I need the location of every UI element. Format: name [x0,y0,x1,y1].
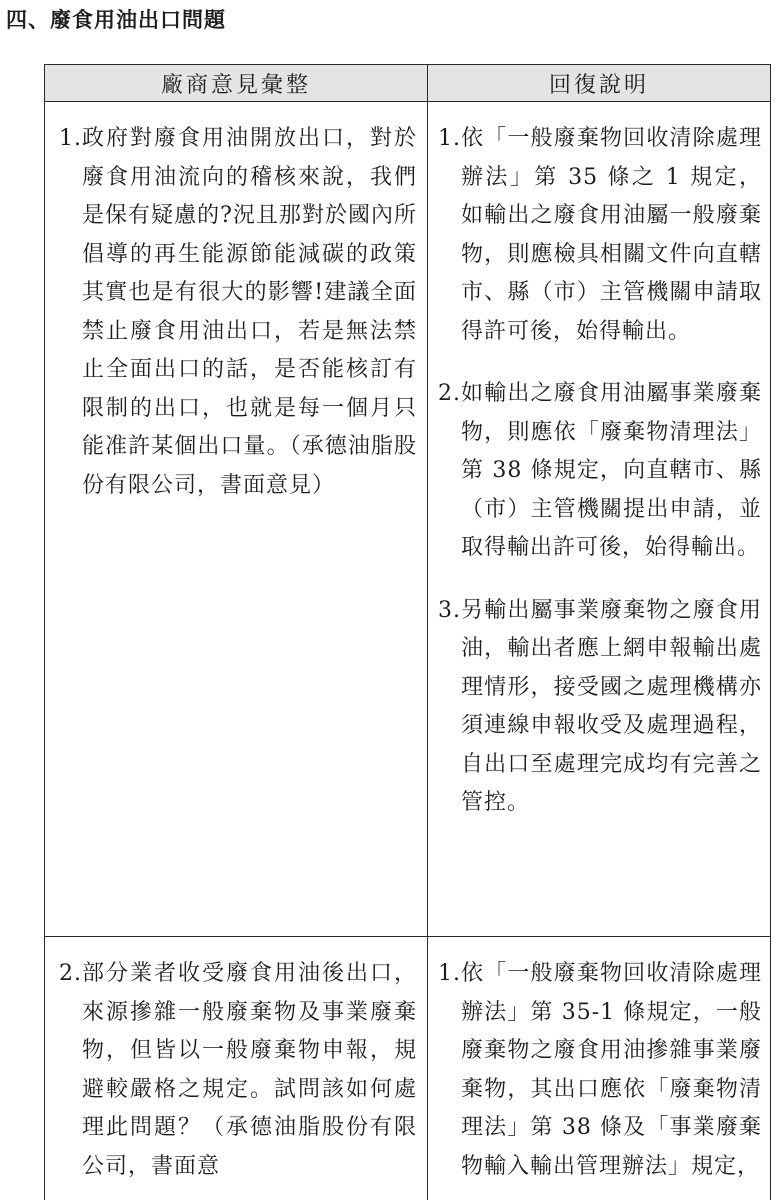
section-title: 四、廢食用油出口問題 [6,8,226,32]
reply-item [438,955,762,1186]
header-opinions: 廠商意見彙整 [45,65,428,102]
item-text: 如輸出之廢食用油屬事業廢棄物，則應依「廢棄物清理法」第 38 條規定，向直轄市、縣（市）主管機關提出申請，並取得輸出許可後，始得輸出。 [461,381,762,560]
reply-item [438,375,762,568]
item-text: 部分業者收受廢食用油後出口，來源摻雜一般廢棄物及事業廢棄物，但皆以一般廢棄物申報，規避較嚴格之規定。試問該如何處理此問題？（承德油脂股份有限公司，書面意 [82,961,417,1179]
item-number: 2. [438,381,461,406]
reply-cell [428,937,771,1200]
table-row [45,937,771,1200]
opinion-reply-table [44,64,771,1200]
header-replies: 回復說明 [428,65,771,102]
reply-item [438,120,762,351]
opinion-cell [45,102,428,937]
item-text: 政府對廢食用油開放出口，對於廢食用油流向的稽核來說，我們是保有疑慮的?況且那對於國內所倡導的再生能源節能減碳的政策其實也是有很大的影響!建議全面禁止廢食用油出口，若是無法禁止全面出口的話，是否能核訂有限制的出口，也就是每一個月只能准許某個出口量。（承德油脂股份有限公司，書面意見） [82,126,417,498]
item-number: 1. [438,126,461,151]
reply-cell [428,102,771,937]
opinion-item [59,955,417,1186]
item-text: 依「一般廢棄物回收清除處理辦法」第 35-1 條規定，一般廢棄物之廢食用油摻雜事業廢棄物，其出口應依「廢棄物清理法」第 38 條及「事業廢棄物輸入輸出管理辦法」規定， [461,961,762,1179]
table-header-row [45,65,771,102]
item-number: 1. [438,961,461,986]
table-row [45,102,771,937]
opinion-cell [45,937,428,1200]
item-number: 3. [438,597,461,623]
item-number: 1. [59,126,82,151]
item-text: 依「一般廢棄物回收清除處理辦法」第 35 條之 1 規定，如輸出之廢食用油屬一般廢棄物，則應檢具相關文件向直轄市、縣（市）主管機關申請取得許可後，始得輸出。 [461,126,762,344]
reply-item [438,592,762,823]
opinion-item [59,120,417,505]
item-number: 2. [59,961,82,986]
item-text: 另輸出屬事業廢棄物之廢食用油，輸出者應上網申報輸出處理情形，接受國之處理機構亦須連線申報收受及處理過程，自出口至處理完成均有完善之管控。 [461,597,762,815]
